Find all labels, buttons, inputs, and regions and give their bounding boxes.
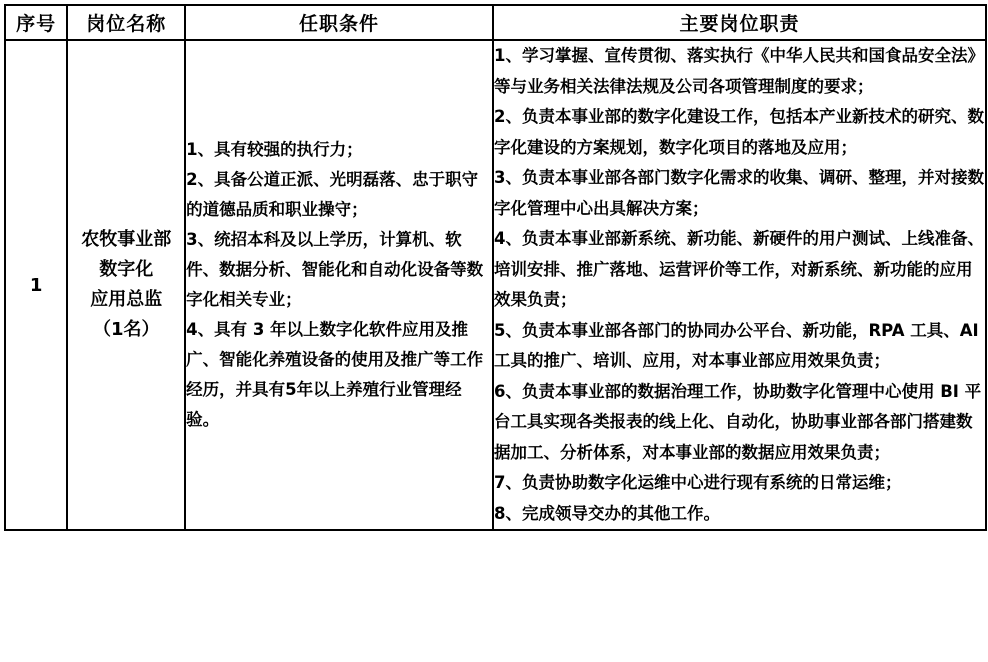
position-line: 数字化 [99, 259, 154, 280]
position-line: 农牧事业部 [81, 229, 172, 250]
header-position: 岗位名称 [67, 5, 185, 40]
table-row [5, 40, 986, 530]
condition-item: 4、具有 3 年以上数字化软件应用及推广、智能化养殖设备的使用及推广等工作经历，并具有5年以上养殖行业管理经验。 [186, 320, 484, 429]
condition-item: 1、具有较强的执行力； [186, 140, 363, 159]
position-name [67, 40, 185, 530]
header-row [5, 5, 986, 40]
duty-item: 6、负责本事业部的数据治理工作，协助数字化管理中心使用 BI 平台工具实现各类报表的线上化、自动化，协助事业部各部门搭建数据加工、分析体系，对本事业部的数据应用效果负责； [493, 381, 982, 462]
header-no: 序号 [5, 5, 67, 40]
condition-item: 2、具备公道正派、光明磊落、忠于职守的道德品质和职业操守； [186, 170, 479, 219]
job-description-table [4, 4, 987, 531]
duty-item: 3、负责本事业部各部门数字化需求的收集、调研、整理，并对接数字化管理中心出具解决方案； [493, 168, 984, 218]
header-duties: 主要岗位职责 [493, 5, 986, 40]
row-number: 1 [5, 40, 67, 530]
duty-item: 1、学习掌握、宣传贯彻、落实执行《中华人民共和国食品安全法》等与业务相关法律法规及公司各项管理制度的要求； [493, 46, 984, 96]
duty-item: 4、负责本事业部新系统、新功能、新硬件的用户测试、上线准备、培训安排、推广落地、运营评价等工作，对新系统、新功能的应用效果负责； [493, 229, 984, 309]
conditions-list [186, 135, 492, 435]
position-line: 应用总监 [90, 289, 163, 310]
duty-item: 5、负责本事业部各部门的协同办公平台、新功能，RPA 工具、AI 工具的推广、培训、应用，对本事业部应用效果负责； [493, 320, 979, 370]
header-conditions: 任职条件 [185, 5, 493, 40]
duty-item: 2、负责本事业部的数字化建设工作，包括本产业新技术的研究、数字化建设的方案规划，数字化项目的落地及应用； [493, 107, 984, 157]
duties-list [494, 41, 985, 529]
condition-item: 3、统招本科及以上学历，计算机、软件、数据分析、智能化和自动化设备等数字化相关专业； [186, 230, 484, 309]
position-line: （1名） [92, 319, 160, 340]
conditions-cell [185, 40, 493, 530]
duty-item: 8、完成领导交办的其他工作。 [493, 503, 720, 523]
duty-item: 7、负责协助数字化运维中心进行现有系统的日常运维； [493, 473, 902, 492]
duties-cell [493, 40, 986, 530]
